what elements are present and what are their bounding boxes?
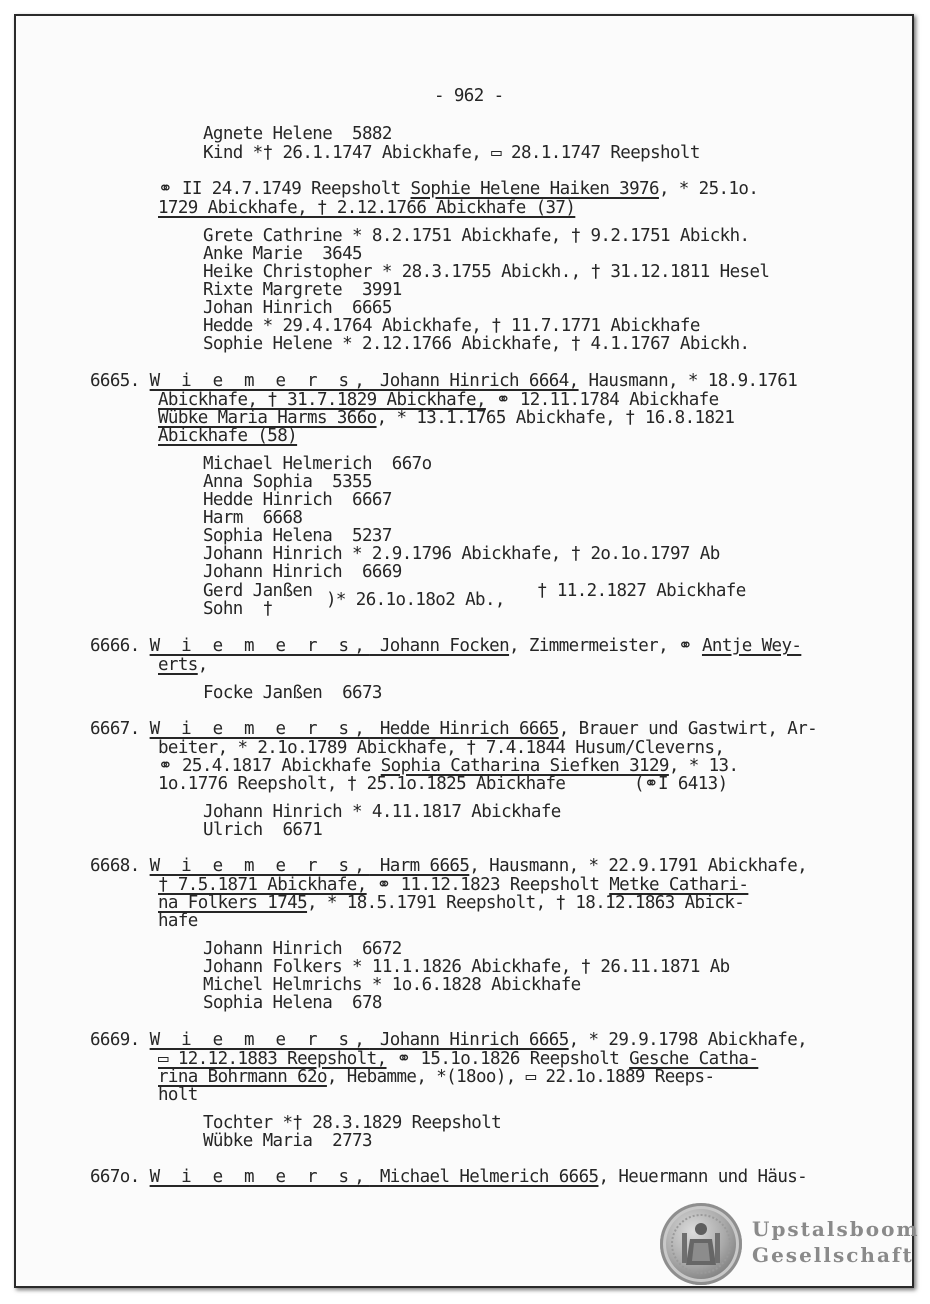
text-span: Abickhafe, † 31.7.1829 Abickhafe, bbox=[158, 390, 486, 410]
text-span: ⚭ 15.1o.1826 Reepsholt bbox=[386, 1049, 630, 1069]
entry-line: hafe bbox=[158, 911, 198, 931]
entry-6669-header bbox=[90, 1031, 807, 1050]
surname: W i e m e r s, bbox=[149, 636, 370, 656]
marriage-line bbox=[158, 199, 575, 218]
entry-line bbox=[158, 1068, 714, 1087]
twin-dates: )* 26.1o.18o2 Ab., bbox=[326, 590, 505, 610]
child-line: Michel Helmrichs * 1o.6.1828 Abickhafe bbox=[203, 975, 581, 995]
surname: W i e m e r s, bbox=[149, 1167, 370, 1187]
child-line: Johann Hinrich 6672 bbox=[203, 939, 402, 959]
given-name: Johann Focken bbox=[369, 636, 510, 656]
text-span: ⚭ 11.12.1823 Reepsholt bbox=[366, 875, 610, 895]
child-line: Johan Hinrich 6665 bbox=[203, 298, 392, 318]
surname: W i e m e r s, bbox=[149, 371, 370, 391]
child-line: Johann Folkers * 11.1.1826 Abickhafe, † 26.11.1871 Ab bbox=[203, 957, 730, 977]
spouse-name: Antje Wey- bbox=[701, 636, 802, 656]
child-line: Heike Christopher * 28.3.1755 Abickh., † 31.12.1811 Hesel bbox=[203, 262, 770, 282]
child-line: Wübke Maria 2773 bbox=[203, 1131, 372, 1151]
child-line: Agnete Helene 5882 bbox=[203, 124, 392, 144]
marriage-line bbox=[158, 180, 758, 199]
text-span: ⚭ 25.4.1817 Abickhafe bbox=[158, 756, 381, 776]
spouse-name: Gesche Catha- bbox=[629, 1049, 759, 1069]
child-line: Sohn † bbox=[203, 599, 273, 619]
child-line: Sophie Helene * 2.12.1766 Abickhafe, † 4.1.1767 Abickh. bbox=[203, 334, 750, 354]
child-line: Michael Helmerich 667o bbox=[203, 454, 432, 474]
entry-line bbox=[158, 656, 208, 675]
text-span: , * 13.1.1765 Abickhafe, † 16.8.1821 bbox=[376, 408, 735, 428]
entry-number: 6669. bbox=[90, 1030, 140, 1050]
entry-6668-header bbox=[90, 857, 807, 876]
text-span: Abickhafe (58) bbox=[158, 426, 298, 446]
entry-number: 6668. bbox=[90, 856, 140, 876]
surname: W i e m e r s, bbox=[149, 1030, 370, 1050]
logo-text-line1: Upstalsboom bbox=[752, 1217, 920, 1241]
twin-death: † 11.2.1827 Abickhafe bbox=[537, 581, 746, 601]
spouse-name: na Folkers 1745 bbox=[158, 893, 308, 913]
entry-6667-header bbox=[90, 720, 817, 739]
seal-logo-icon bbox=[660, 1203, 742, 1285]
child-line: Tochter *† 28.3.1829 Reepsholt bbox=[203, 1113, 502, 1133]
entry-line bbox=[158, 427, 297, 446]
surname: W i e m e r s, bbox=[149, 856, 370, 876]
child-line: Hedde Hinrich 6667 bbox=[203, 490, 392, 510]
child-line: Grete Cathrine * 8.2.1751 Abickhafe, † 9.2.1751 Abickh. bbox=[203, 226, 750, 246]
text-span: , Zimmermeister, ⚭ bbox=[509, 636, 702, 656]
text-span: , Heuermann und Häus- bbox=[598, 1167, 808, 1187]
seal-figure-icon bbox=[670, 1213, 732, 1275]
child-line: Anna Sophia 5355 bbox=[203, 472, 372, 492]
text-span: , Hebamme, *(18oo), ▭ 22.1o.1889 Reeps- bbox=[326, 1067, 715, 1087]
page-number: - 962 - bbox=[434, 86, 504, 106]
child-line: Rixte Margrete 3991 bbox=[203, 280, 402, 300]
child-line: Focke Janßen 6673 bbox=[203, 683, 382, 703]
spouse-name: Sophie Helene Haiken 3976 bbox=[410, 179, 659, 199]
child-line: Sophia Helena 5237 bbox=[203, 526, 392, 546]
entry-line: holt bbox=[158, 1085, 198, 1105]
entry-line bbox=[158, 894, 744, 913]
logo-text-line2: Gesellschaft bbox=[752, 1243, 914, 1267]
child-line: Harm 6668 bbox=[203, 508, 303, 528]
child-line: Anke Marie 3645 bbox=[203, 244, 362, 264]
entry-6665-header bbox=[90, 372, 797, 391]
entry-line: 1o.1776 Reepsholt, † 25.1o.1825 Abickhafe bbox=[158, 774, 566, 794]
text-span: , Brauer und Gastwirt, Ar- bbox=[558, 719, 818, 739]
child-line: Hedde * 29.4.1764 Abickhafe, † 11.7.1771 Abickhafe bbox=[203, 316, 700, 336]
entry-number: 6666. bbox=[90, 636, 140, 656]
entry-line: beiter, * 2.1o.1789 Abickhafe, † 7.4.1844 Husum/Cleverns, bbox=[158, 738, 725, 758]
given-name: Harm 6665 bbox=[369, 856, 470, 876]
spouse-name: Wübke Maria Harms 366o bbox=[158, 408, 377, 428]
entry-6666-header bbox=[90, 637, 801, 656]
spouse-name: erts bbox=[158, 655, 198, 675]
child-line: Johann Hinrich * 2.9.1796 Abickhafe, † 2o.1o.1797 Ab bbox=[203, 544, 720, 564]
entry-number: 6667. bbox=[90, 719, 140, 739]
given-name: Hedde Hinrich 6665 bbox=[369, 719, 559, 739]
child-line: Johann Hinrich * 4.11.1817 Abickhafe bbox=[203, 802, 561, 822]
text-span: , * 25.1o. bbox=[658, 179, 759, 199]
spouse-name: Metke Cathari- bbox=[609, 875, 749, 895]
text-span: † 7.5.1871 Abickhafe, bbox=[158, 875, 367, 895]
text-span: , Hausmann, * 22.9.1791 Abickhafe, bbox=[469, 856, 808, 876]
text-span: 1729 Abickhafe, † 2.12.1766 Abickhafe (37) bbox=[158, 198, 576, 218]
given-name: Johann Hinrich 6665 bbox=[369, 1030, 569, 1050]
entry-number: 6665. bbox=[90, 371, 140, 391]
text-span: , * 13. bbox=[668, 756, 739, 776]
given-name: Johann Hinrich 6664, bbox=[369, 371, 579, 391]
spouse-name: Sophia Catharina Siefken 3129 bbox=[380, 756, 669, 776]
text-span: Hausmann, * 18.9.1761 bbox=[578, 371, 798, 391]
child-line: Sophia Helena 678 bbox=[203, 993, 382, 1013]
child-line: Johann Hinrich 6669 bbox=[203, 562, 402, 582]
child-line: Ulrich 6671 bbox=[203, 820, 323, 840]
text-span: , * 18.5.1791 Reepsholt, † 18.12.1863 Abick- bbox=[307, 893, 745, 913]
spouse-name: rina Bohrmann 62o bbox=[158, 1067, 327, 1087]
text-span: ⚭ II 24.7.1749 Reepsholt bbox=[158, 179, 411, 199]
text-span: ⚭ 12.11.1784 Abickhafe bbox=[485, 390, 719, 410]
text-span: , * 29.9.1798 Abickhafe, bbox=[568, 1030, 808, 1050]
text-span: ▭ 12.12.1883 Reepsholt, bbox=[158, 1049, 387, 1069]
entry-number: 667o. bbox=[90, 1167, 140, 1187]
cross-reference: (⚭I 6413) bbox=[634, 774, 728, 794]
child-line: Kind *† 26.1.1747 Abickhafe, ▭ 28.1.1747 Reepsholt bbox=[203, 143, 700, 163]
child-line: Gerd Janßen bbox=[203, 581, 313, 601]
surname: W i e m e r s, bbox=[149, 719, 370, 739]
given-name: Michael Helmerich 6665 bbox=[369, 1167, 599, 1187]
entry-6670-header bbox=[90, 1168, 807, 1187]
text-span: , bbox=[197, 655, 208, 675]
